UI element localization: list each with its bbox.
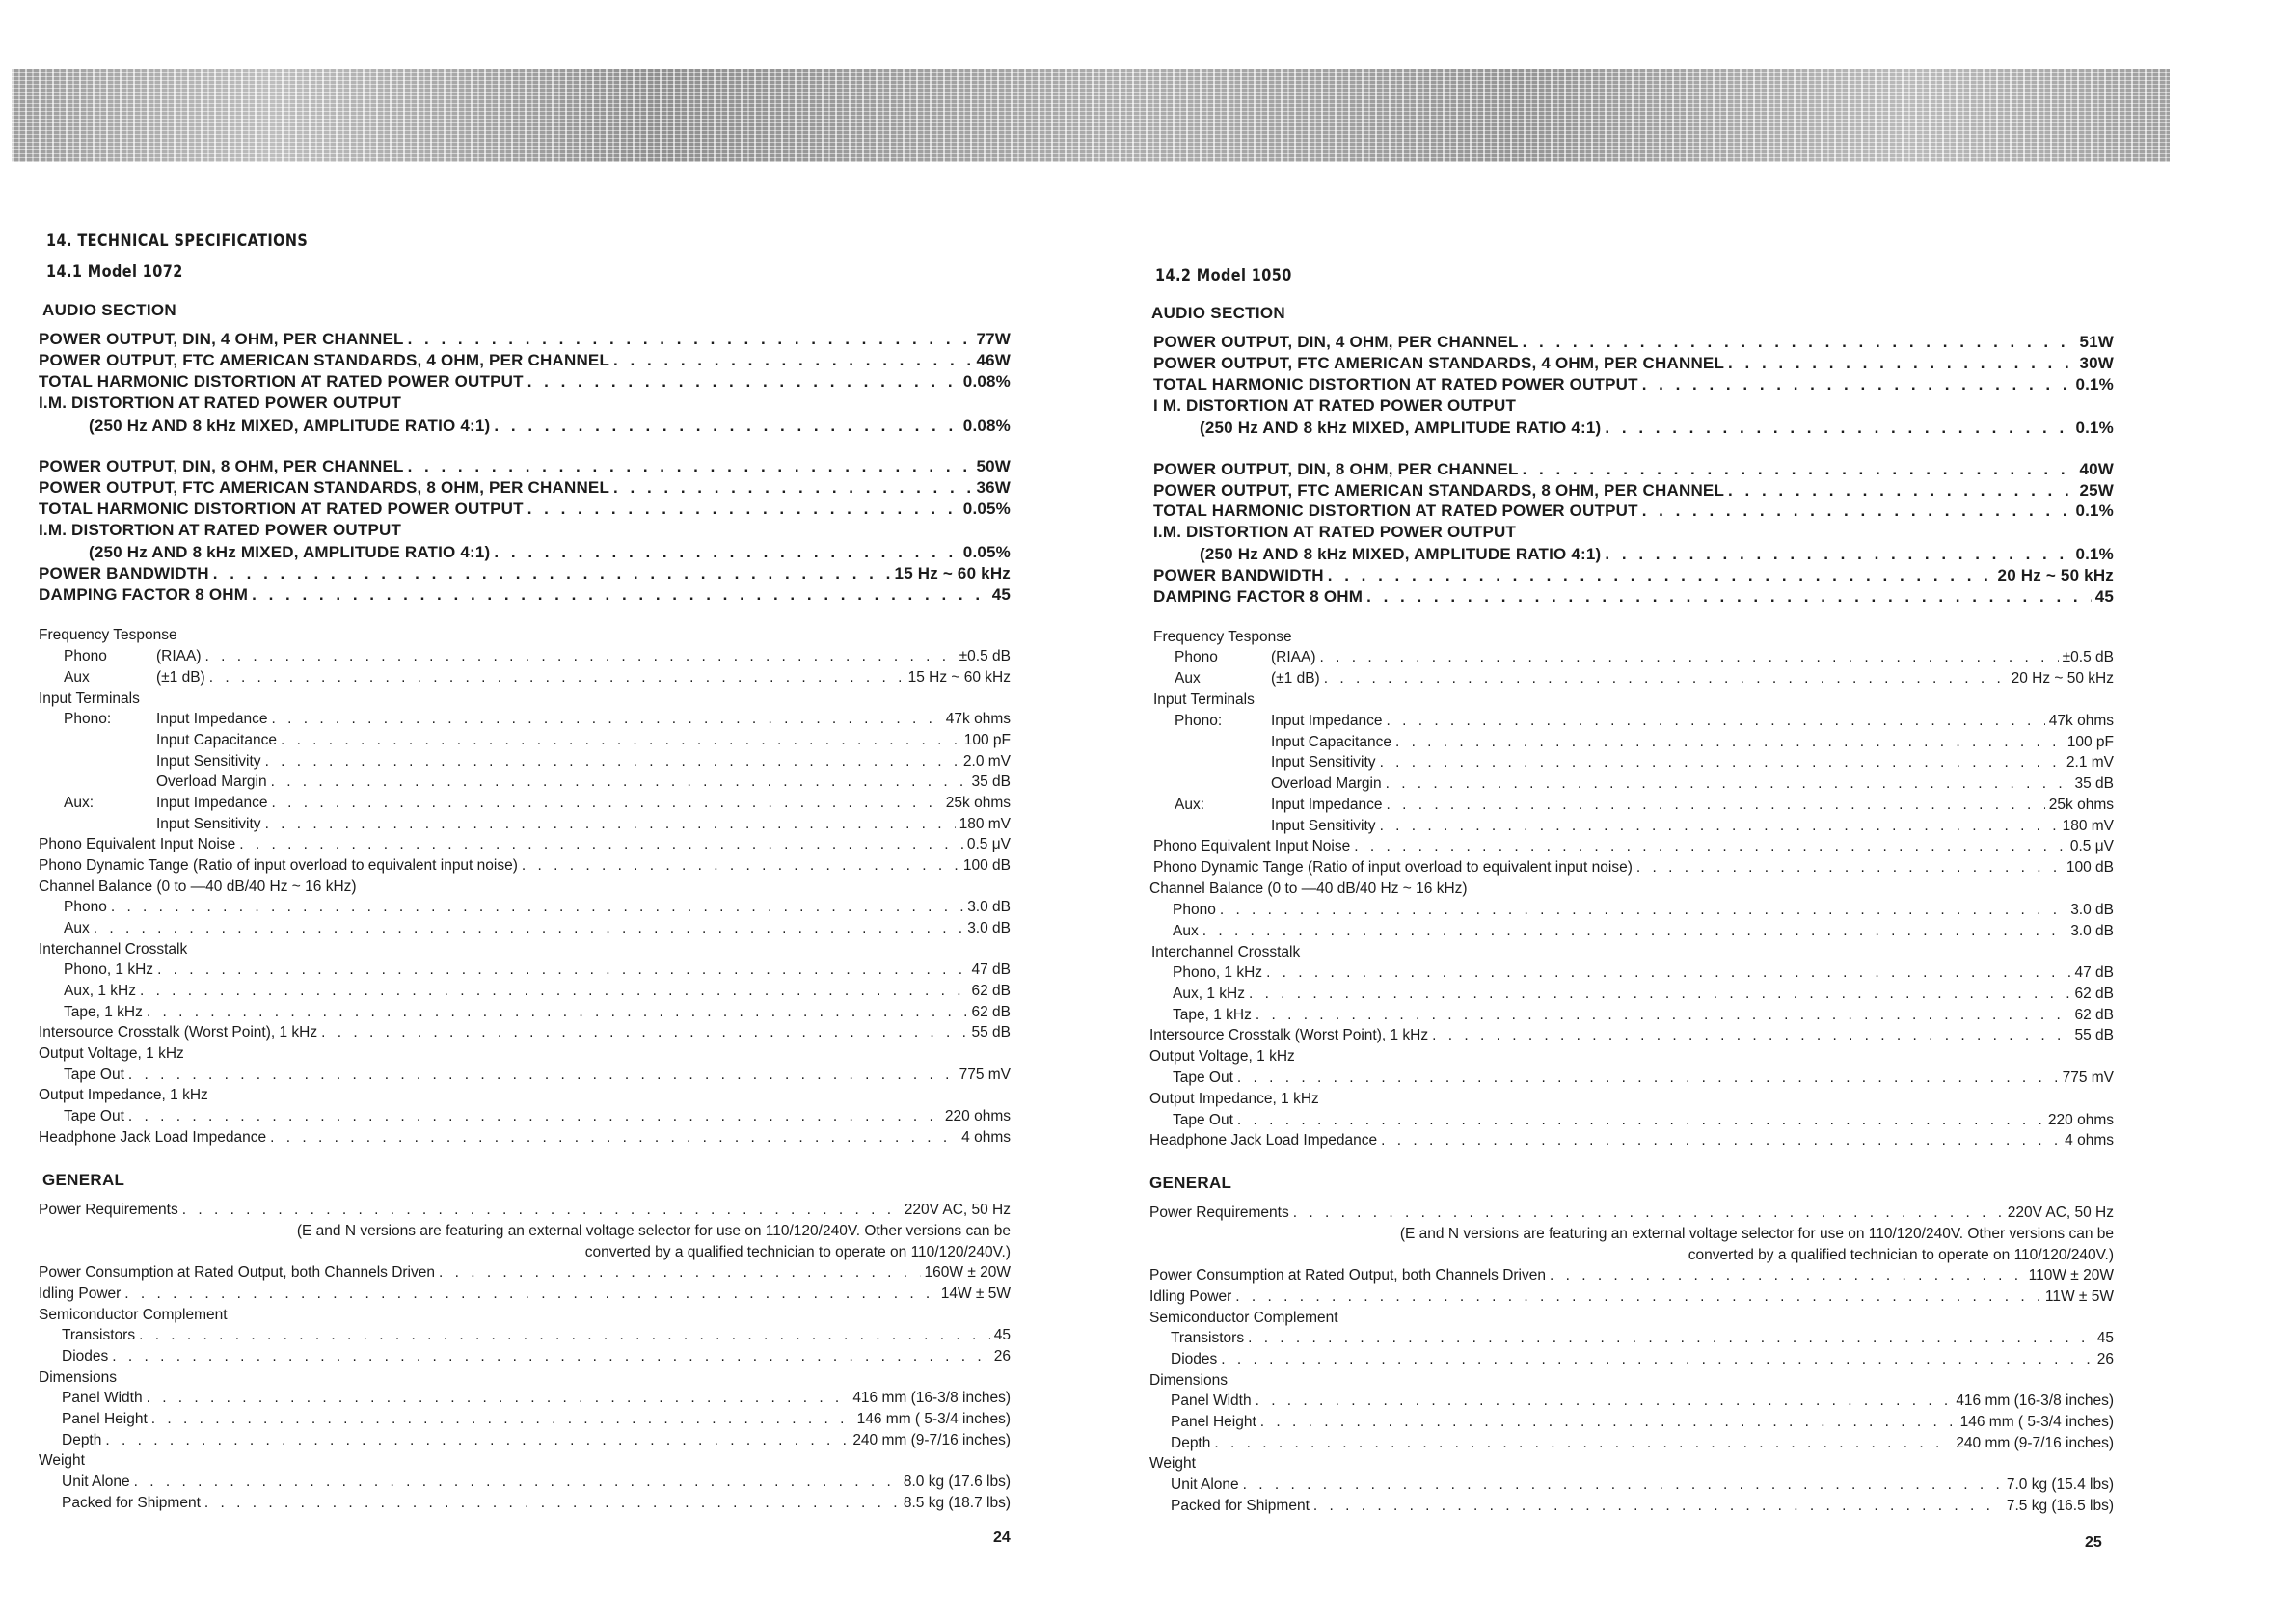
spec-row: POWER OUTPUT, FTC AMERICAN STANDARDS, 4 OHM, PER CHANNEL . . . 30W xyxy=(1153,354,2114,373)
spec-row: Packed for Shipment . . . 7.5 kg (16.5 lbs) xyxy=(1171,1498,2114,1515)
spec-row: TOTAL HARMONIC DISTORTION AT RATED POWER OUTPUT . . . 0.05% xyxy=(39,500,1011,519)
spec-row: POWER BANDWIDTH . . . 20 Hz ~ 50 kHz xyxy=(1153,566,2114,585)
spec-row: Input Sensitivity . . . 180 mV xyxy=(156,816,1011,833)
spec-label: Phono xyxy=(64,648,107,664)
spec-row: Intersource Crosstalk (Worst Point), 1 kHz . . . 55 dB xyxy=(1149,1027,2114,1044)
spec-row: TOTAL HARMONIC DISTORTION AT RATED POWER OUTPUT . . . 0.1% xyxy=(1153,375,2114,394)
section-heading: 14. TECHNICAL SPECIFICATIONS xyxy=(46,231,309,251)
spec-row: Input Impedance . . . 25k ohms xyxy=(156,795,1011,812)
spec-row: Packed for Shipment . . . 8.5 kg (18.7 lbs) xyxy=(62,1495,1011,1512)
spec-row: Tape, 1 kHz . . . 62 dB xyxy=(64,1004,1011,1021)
spec-row: Headphone Jack Load Impedance . . . 4 ohms xyxy=(1149,1132,2114,1150)
spec-row: Depth . . . 240 mm (9-7/16 inches) xyxy=(1171,1435,2114,1452)
spec-group-label: I.M. DISTORTION AT RATED POWER OUTPUT xyxy=(1153,523,1517,541)
spec-row: (250 Hz AND 8 kHz MIXED, AMPLITUDE RATIO 4:1) . . . 0.08% xyxy=(89,417,1011,436)
spec-note: converted by a qualified technician to operate on 110/120/240V.) xyxy=(1688,1247,2114,1263)
spec-row: Intersource Crosstalk (Worst Point), 1 kHz . . . 55 dB xyxy=(39,1024,1011,1041)
spec-row: Panel Height . . . 146 mm ( 5-3/4 inches) xyxy=(62,1411,1011,1428)
spec-row: Phono, 1 kHz . . . 47 dB xyxy=(64,961,1011,979)
subsection-label: Frequency Tesponse xyxy=(1153,629,1292,645)
spec-row: Transistors . . . 45 xyxy=(1171,1330,2114,1347)
subsection-label: Interchannel Crosstalk xyxy=(1151,944,1301,960)
spec-row: Overload Margin . . . 35 dB xyxy=(156,773,1011,791)
subsection-label: Weight xyxy=(1149,1455,1196,1472)
spec-row: TOTAL HARMONIC DISTORTION AT RATED POWER OUTPUT . . . 0.08% xyxy=(39,372,1011,392)
spec-group-label: Aux: xyxy=(1175,797,1205,813)
subsection-label: Weight xyxy=(39,1452,85,1469)
spec-group-label: I.M. DISTORTION AT RATED POWER OUTPUT xyxy=(39,521,402,539)
spec-row: Idling Power . . . 11W ± 5W xyxy=(1149,1288,2114,1306)
spec-row: Aux . . . 3.0 dB xyxy=(1173,923,2114,940)
spec-row: (±1 dB) . . . 15 Hz ~ 60 kHz xyxy=(156,669,1011,687)
spec-group-label: Aux: xyxy=(64,795,95,811)
spec-row: Input Impedance . . . 47k ohms xyxy=(156,711,1011,728)
spec-row: POWER OUTPUT, DIN, 8 OHM, PER CHANNEL . . . 50W xyxy=(39,457,1011,476)
subsection-label: Semiconductor Complement xyxy=(39,1307,228,1323)
spec-label: Aux xyxy=(64,669,90,686)
spec-row: Overload Margin . . . 35 dB xyxy=(1271,775,2114,793)
spec-row: Phono Equivalent Input Noise . . . 0.5 μV xyxy=(39,836,1011,853)
spec-row: (RIAA) . . . ±0.5 dB xyxy=(156,648,1011,665)
spec-row: POWER BANDWIDTH . . . 15 Hz ~ 60 kHz xyxy=(39,564,1011,583)
spec-row: Tape Out . . . 220 ohms xyxy=(64,1108,1011,1125)
subsection-label: Dimensions xyxy=(1149,1372,1228,1389)
spec-row: Headphone Jack Load Impedance . . . 4 ohms xyxy=(39,1129,1011,1147)
spec-row: POWER OUTPUT, FTC AMERICAN STANDARDS, 8 OHM, PER CHANNEL . . . 25W xyxy=(1153,481,2114,500)
spec-row: (RIAA) . . . ±0.5 dB xyxy=(1271,649,2114,666)
spec-row: TOTAL HARMONIC DISTORTION AT RATED POWER OUTPUT . . . 0.1% xyxy=(1153,501,2114,521)
spec-row: Tape, 1 kHz . . . 62 dB xyxy=(1173,1007,2114,1024)
spec-row: (250 Hz AND 8 kHz MIXED, AMPLITUDE RATIO 4:1) . . . 0.05% xyxy=(89,543,1011,562)
spec-row: Diodes . . . 26 xyxy=(62,1348,1011,1366)
spec-row: Power Consumption at Rated Output, both Channels Driven . . . 160W ± 20W xyxy=(39,1264,1011,1282)
spec-row: Phono Dynamic Tange (Ratio of input overload to equivalent input noise) . . . 100 dB xyxy=(39,857,1011,875)
spec-row: Input Impedance . . . 47k ohms xyxy=(1271,713,2114,730)
spec-group-label: Phono: xyxy=(64,711,112,727)
spec-row: Power Requirements . . . 220V AC, 50 Hz xyxy=(1149,1204,2114,1222)
spec-group-label: Phono: xyxy=(1175,713,1223,729)
spec-row: DAMPING FACTOR 8 OHM . . . 45 xyxy=(39,585,1011,605)
spec-row: Transistors . . . 45 xyxy=(62,1327,1011,1344)
subsection-label: Input Terminals xyxy=(1153,691,1255,708)
general-section-heading: GENERAL xyxy=(1149,1174,1232,1192)
spec-row: Phono, 1 kHz . . . 47 dB xyxy=(1173,964,2114,982)
header-banner xyxy=(12,69,2170,162)
spec-row: Panel Width . . . 416 mm (16-3/8 inches) xyxy=(62,1390,1011,1407)
subsection-label: Input Terminals xyxy=(39,690,140,707)
spec-row: Input Sensitivity . . . 180 mV xyxy=(1271,818,2114,835)
model-heading: 14.2 Model 1050 xyxy=(1155,266,1292,285)
audio-section-heading: AUDIO SECTION xyxy=(1151,304,1285,322)
subsection-label: Output Voltage, 1 kHz xyxy=(39,1045,184,1062)
spec-row: Input Impedance . . . 25k ohms xyxy=(1271,797,2114,814)
spec-row: (250 Hz AND 8 kHz MIXED, AMPLITUDE RATIO 4:1) . . . 0.1% xyxy=(1200,545,2114,564)
spec-row: Panel Width . . . 416 mm (16-3/8 inches) xyxy=(1171,1393,2114,1410)
spec-note: (E and N versions are featuring an external voltage selector for use on 110/120/240V. Other versions can be xyxy=(296,1223,1011,1239)
model-heading: 14.1 Model 1072 xyxy=(46,262,183,282)
spec-row: POWER OUTPUT, DIN, 8 OHM, PER CHANNEL . . . 40W xyxy=(1153,460,2114,479)
spec-label: Aux xyxy=(1175,670,1201,687)
spec-row: Input Sensitivity . . . 2.1 mV xyxy=(1271,754,2114,771)
spec-row: (±1 dB) . . . 20 Hz ~ 50 kHz xyxy=(1271,670,2114,688)
subsection-label: Output Impedance, 1 kHz xyxy=(39,1087,208,1103)
spec-row: Diodes . . . 26 xyxy=(1171,1351,2114,1368)
subsection-label: Channel Balance (0 to —40 dB/40 Hz ~ 16 kHz) xyxy=(1149,880,1468,897)
spec-row: POWER OUTPUT, FTC AMERICAN STANDARDS, 8 OHM, PER CHANNEL . . . 36W xyxy=(39,478,1011,498)
page-number: 25 xyxy=(2085,1534,2102,1551)
spec-row: Aux, 1 kHz . . . 62 dB xyxy=(64,983,1011,1000)
audio-section-heading: AUDIO SECTION xyxy=(42,301,176,319)
spec-note: (E and N versions are featuring an external voltage selector for use on 110/120/240V. Other versions can be xyxy=(1399,1226,2114,1242)
spec-row: Phono Equivalent Input Noise . . . 0.5 μV xyxy=(1153,838,2114,855)
spec-row: Idling Power . . . 14W ± 5W xyxy=(39,1285,1011,1303)
subsection-label: Channel Balance (0 to —40 dB/40 Hz ~ 16 kHz) xyxy=(39,879,357,895)
spec-row: POWER OUTPUT, DIN, 4 OHM, PER CHANNEL . . . 51W xyxy=(1153,333,2114,352)
spec-row: Phono Dynamic Tange (Ratio of input overload to equivalent input noise) . . . 100 dB xyxy=(1153,859,2114,877)
page-number: 24 xyxy=(993,1529,1011,1546)
subsection-label: Frequency Tesponse xyxy=(39,627,177,643)
spec-row: Power Requirements . . . 220V AC, 50 Hz xyxy=(39,1202,1011,1219)
spec-row: POWER OUTPUT, DIN, 4 OHM, PER CHANNEL . . . 77W xyxy=(39,330,1011,349)
spec-row: Panel Height . . . 146 mm ( 5-3/4 inches) xyxy=(1171,1414,2114,1431)
spec-row: Depth . . . 240 mm (9-7/16 inches) xyxy=(62,1432,1011,1449)
subsection-label: Dimensions xyxy=(39,1369,117,1386)
spec-group-label: I M. DISTORTION AT RATED POWER OUTPUT xyxy=(1153,396,1517,415)
spec-row: Phono . . . 3.0 dB xyxy=(64,899,1011,916)
subsection-label: Output Voltage, 1 kHz xyxy=(1149,1048,1295,1065)
spec-row: Tape Out . . . 220 ohms xyxy=(1173,1112,2114,1129)
spec-row: Aux . . . 3.0 dB xyxy=(64,920,1011,937)
spec-label: Phono xyxy=(1175,649,1218,665)
subsection-label: Output Impedance, 1 kHz xyxy=(1149,1091,1319,1107)
subsection-label: Interchannel Crosstalk xyxy=(39,941,188,958)
spec-row: Unit Alone . . . 7.0 kg (15.4 lbs) xyxy=(1171,1476,2114,1494)
spec-row: Input Capacitance . . . 100 pF xyxy=(1271,734,2114,751)
spec-row: Tape Out . . . 775 mV xyxy=(1173,1069,2114,1087)
spec-row: POWER OUTPUT, FTC AMERICAN STANDARDS, 4 OHM, PER CHANNEL . . . 46W xyxy=(39,351,1011,370)
spec-row: Tape Out . . . 775 mV xyxy=(64,1067,1011,1084)
spec-row: Unit Alone . . . 8.0 kg (17.6 lbs) xyxy=(62,1474,1011,1491)
subsection-label: Semiconductor Complement xyxy=(1149,1310,1338,1326)
spec-group-label: I.M. DISTORTION AT RATED POWER OUTPUT xyxy=(39,393,402,412)
spec-note: converted by a qualified technician to operate on 110/120/240V.) xyxy=(584,1244,1011,1260)
spec-row: (250 Hz AND 8 kHz MIXED, AMPLITUDE RATIO 4:1) . . . 0.1% xyxy=(1200,419,2114,438)
spec-row: Power Consumption at Rated Output, both Channels Driven . . . 110W ± 20W xyxy=(1149,1267,2114,1285)
spec-row: DAMPING FACTOR 8 OHM . . . 45 xyxy=(1153,587,2114,607)
spec-row: Input Capacitance . . . 100 pF xyxy=(156,732,1011,749)
spec-row: Aux, 1 kHz . . . 62 dB xyxy=(1173,986,2114,1003)
spec-row: Input Sensitivity . . . 2.0 mV xyxy=(156,753,1011,771)
spec-row: Phono . . . 3.0 dB xyxy=(1173,902,2114,919)
general-section-heading: GENERAL xyxy=(42,1171,125,1189)
